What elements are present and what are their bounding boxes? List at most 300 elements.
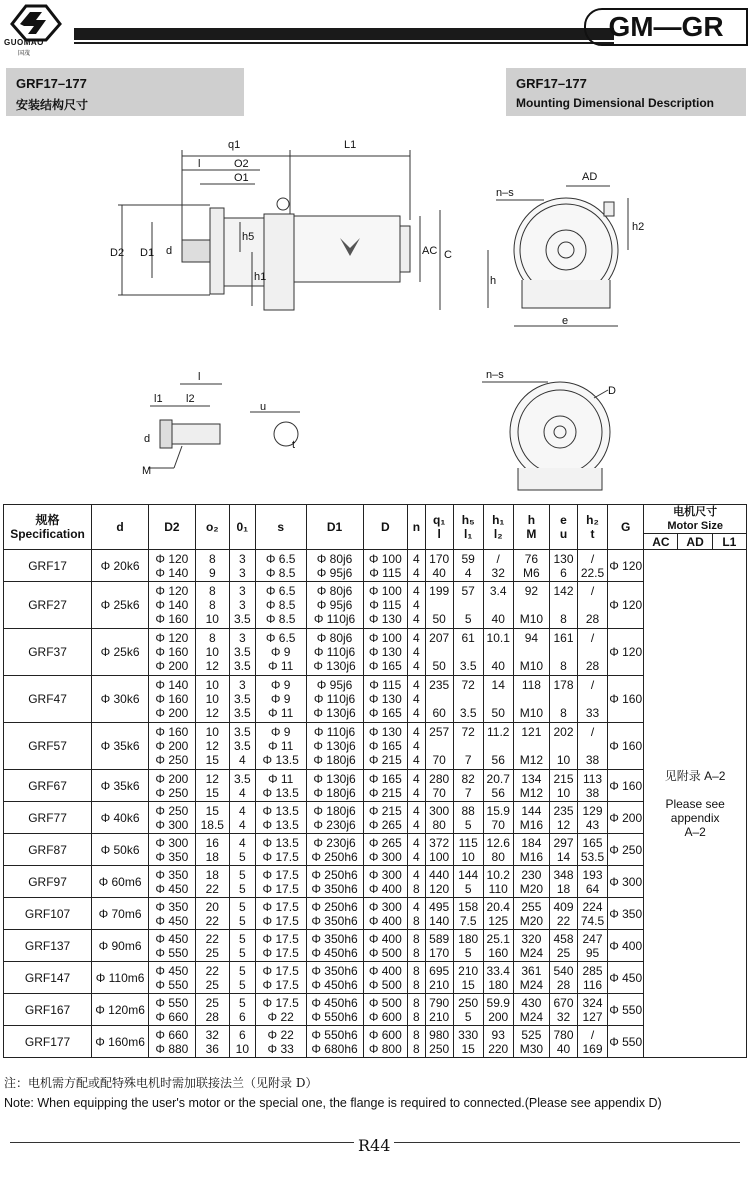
- cell-e: 409 22: [550, 898, 578, 930]
- cell-D1: Φ 130j6 Φ 180j6: [306, 770, 363, 802]
- cell-D: Φ 265 Φ 300: [363, 834, 408, 866]
- cell-s: Φ 22 Φ 33: [255, 1026, 306, 1058]
- cell-D1: Φ 80j6 Φ 95j6: [306, 550, 363, 582]
- label-e: e: [562, 315, 569, 327]
- cell-D: Φ 400 Φ 500: [363, 930, 408, 962]
- cell-h1: 14 50: [483, 676, 513, 723]
- cell-o1: 5 5: [229, 962, 255, 994]
- cell-h5: 59 4: [453, 550, 483, 582]
- flange-view-drawing: [478, 368, 638, 498]
- cell-s: Φ 17.5 Φ 17.5: [255, 930, 306, 962]
- cell-q1: 199 50: [425, 582, 453, 629]
- front-view-drawing: [478, 160, 658, 340]
- table-row: [4, 1026, 747, 1058]
- cell-D1: Φ 95j6 Φ 110j6 Φ 130j6: [306, 676, 363, 723]
- cell-s: Φ 13.5 Φ 17.5: [255, 834, 306, 866]
- cell-D: Φ 115 Φ 130 Φ 165: [363, 676, 408, 723]
- header-q1: q₁ l: [425, 505, 453, 550]
- cell-h5: 61 3.5: [453, 629, 483, 676]
- cell-o1: 6 10: [229, 1026, 255, 1058]
- cell-spec: GRF17: [4, 550, 92, 582]
- label-h2: h2: [632, 221, 645, 233]
- header-n: n: [408, 505, 426, 550]
- cell-D1: Φ 80j6 Φ 95j6 Φ 110j6: [306, 582, 363, 629]
- cell-spec: GRF77: [4, 802, 92, 834]
- cell-s: Φ 6.5 Φ 8.5: [255, 550, 306, 582]
- cell-e: 348 18: [550, 866, 578, 898]
- cell-h5: 72 7: [453, 723, 483, 770]
- cell-n: 4 4: [408, 770, 426, 802]
- cell-D2: Φ 250 Φ 300: [149, 802, 196, 834]
- cell-G: Φ 120: [608, 582, 644, 629]
- table-row: [4, 898, 747, 930]
- label-h1: h1: [254, 271, 267, 283]
- cell-D: Φ 215 Φ 265: [363, 802, 408, 834]
- cell-e: 161 8: [550, 629, 578, 676]
- cell-s: Φ 9 Φ 9 Φ 11: [255, 676, 306, 723]
- cell-e: 202 10: [550, 723, 578, 770]
- cell-n: 4 4 4: [408, 629, 426, 676]
- right-heading-subtitle: Mounting Dimensional Description: [516, 96, 715, 110]
- cell-h: 121 M12: [513, 723, 549, 770]
- cell-h2: / 33: [577, 676, 607, 723]
- cell-e: 235 12: [550, 802, 578, 834]
- label-M: M: [142, 465, 152, 477]
- cell-spec: GRF37: [4, 629, 92, 676]
- cell-G: Φ 550: [608, 1026, 644, 1058]
- header-bar: [74, 28, 614, 40]
- cell-o1: 4 5: [229, 834, 255, 866]
- cell-h: 255 M20: [513, 898, 549, 930]
- header-D1: D1: [306, 505, 363, 550]
- cell-D1: Φ 230j6 Φ 250h6: [306, 834, 363, 866]
- cell-h2: / 28: [577, 582, 607, 629]
- cell-q1: 790 210: [425, 994, 453, 1026]
- cell-o2: 32 36: [195, 1026, 229, 1058]
- cell-o1: 5 6: [229, 994, 255, 1026]
- cell-h2: 224 74.5: [577, 898, 607, 930]
- cell-h: 525 M30: [513, 1026, 549, 1058]
- cell-h5: 250 5: [453, 994, 483, 1026]
- label-shaft-d: d: [144, 433, 151, 445]
- table-row: [4, 930, 747, 962]
- table-row: [4, 770, 747, 802]
- cell-h2: 324 127: [577, 994, 607, 1026]
- motor-size-note: 见附录 A–2 Please see appendix A–2: [644, 550, 747, 1058]
- cell-o1: 5 5: [229, 898, 255, 930]
- side-view-drawing: [100, 130, 460, 340]
- cell-D2: Φ 350 Φ 450: [149, 866, 196, 898]
- cell-D2: Φ 300 Φ 350: [149, 834, 196, 866]
- cell-n: 4 8: [408, 866, 426, 898]
- cell-d: Φ 35k6: [92, 723, 149, 770]
- cell-h: 94 M10: [513, 629, 549, 676]
- cell-G: Φ 300: [608, 866, 644, 898]
- cell-D: Φ 100 Φ 130 Φ 165: [363, 629, 408, 676]
- cell-h: 118 M10: [513, 676, 549, 723]
- label-l1: l1: [154, 393, 163, 405]
- label-flange-ns: n–s: [486, 369, 504, 381]
- cell-s: Φ 17.5 Φ 22: [255, 994, 306, 1026]
- cell-n: 4 4: [408, 802, 426, 834]
- cell-n: 4 4 4: [408, 723, 426, 770]
- cell-d: Φ 60m6: [92, 866, 149, 898]
- cell-o2: 10 12 15: [195, 723, 229, 770]
- cell-o1: 5 5: [229, 866, 255, 898]
- cell-D2: Φ 120 Φ 160 Φ 200: [149, 629, 196, 676]
- cell-h: 144 M16: [513, 802, 549, 834]
- cell-h2: 285 116: [577, 962, 607, 994]
- cell-q1: 300 80: [425, 802, 453, 834]
- label-u: u: [260, 401, 267, 413]
- cell-s: Φ 6.5 Φ 8.5 Φ 8.5: [255, 582, 306, 629]
- cell-e: 215 10: [550, 770, 578, 802]
- label-t: t: [292, 439, 296, 451]
- cell-h5: 144 5: [453, 866, 483, 898]
- series-badge: GM—GR: [584, 8, 748, 46]
- cell-h: 361 M24: [513, 962, 549, 994]
- cell-s: Φ 17.5 Φ 17.5: [255, 962, 306, 994]
- cell-e: 540 28: [550, 962, 578, 994]
- cell-spec: GRF107: [4, 898, 92, 930]
- cell-o2: 8 9: [195, 550, 229, 582]
- cell-h1: 25.1 160: [483, 930, 513, 962]
- cell-D1: Φ 350h6 Φ 450h6: [306, 930, 363, 962]
- left-heading-subtitle: 安装结构尺寸: [16, 98, 89, 112]
- label-shaft-l: l: [198, 371, 201, 383]
- table-row: [4, 723, 747, 770]
- cell-h5: 158 7.5: [453, 898, 483, 930]
- cell-e: 780 40: [550, 1026, 578, 1058]
- cell-n: 8 8: [408, 994, 426, 1026]
- cell-D: Φ 130 Φ 165 Φ 215: [363, 723, 408, 770]
- label-D1: D1: [140, 247, 155, 259]
- cell-h1: 15.9 70: [483, 802, 513, 834]
- cell-e: 130 6: [550, 550, 578, 582]
- cell-D2: Φ 160 Φ 200 Φ 250: [149, 723, 196, 770]
- table-row: [4, 676, 747, 723]
- cell-h: 430 M24: [513, 994, 549, 1026]
- cell-D2: Φ 550 Φ 660: [149, 994, 196, 1026]
- cell-D: Φ 100 Φ 115: [363, 550, 408, 582]
- table-row: [4, 994, 747, 1026]
- cell-q1: 207 50: [425, 629, 453, 676]
- cell-G: Φ 550: [608, 994, 644, 1026]
- cell-h2: 193 64: [577, 866, 607, 898]
- cell-h1: / 32: [483, 550, 513, 582]
- table-row: [4, 802, 747, 834]
- cell-d: Φ 25k6: [92, 582, 149, 629]
- cell-n: 4 4 4: [408, 676, 426, 723]
- left-heading-title: GRF17–177: [16, 76, 87, 91]
- cell-spec: GRF137: [4, 930, 92, 962]
- cell-D2: Φ 120 Φ 140 Φ 160: [149, 582, 196, 629]
- cell-spec: GRF97: [4, 866, 92, 898]
- cell-G: Φ 120: [608, 550, 644, 582]
- header-D: D: [363, 505, 408, 550]
- cell-spec: GRF87: [4, 834, 92, 866]
- cell-G: Φ 400: [608, 930, 644, 962]
- cell-h5: 330 15: [453, 1026, 483, 1058]
- header-D2: D2: [149, 505, 196, 550]
- cell-s: Φ 9 Φ 11 Φ 13.5: [255, 723, 306, 770]
- cell-h2: 113 38: [577, 770, 607, 802]
- cell-d: Φ 20k6: [92, 550, 149, 582]
- label-O2: O2: [234, 158, 249, 170]
- header-AC: AC: [644, 534, 678, 550]
- cell-D: Φ 600 Φ 800: [363, 1026, 408, 1058]
- cell-D: Φ 165 Φ 215: [363, 770, 408, 802]
- left-heading: [6, 68, 244, 116]
- brand-chinese: 国茂: [18, 51, 31, 57]
- cell-o2: 18 22: [195, 866, 229, 898]
- cell-spec: GRF177: [4, 1026, 92, 1058]
- cell-spec: GRF67: [4, 770, 92, 802]
- cell-G: Φ 160: [608, 770, 644, 802]
- header-rule: [74, 42, 614, 44]
- cell-h2: 165 53.5: [577, 834, 607, 866]
- cell-s: Φ 13.5 Φ 13.5: [255, 802, 306, 834]
- table-row: [4, 834, 747, 866]
- cell-D: Φ 400 Φ 500: [363, 962, 408, 994]
- cell-h1: 11.2 56: [483, 723, 513, 770]
- label-h: h: [490, 275, 497, 287]
- cell-q1: 440 120: [425, 866, 453, 898]
- cell-h1: 20.7 56: [483, 770, 513, 802]
- cell-o2: 15 18.5: [195, 802, 229, 834]
- cell-h2: 129 43: [577, 802, 607, 834]
- cell-o1: 3.5 3.5 4: [229, 723, 255, 770]
- cell-o1: 3 3.5 3.5: [229, 629, 255, 676]
- note-english: Note: When equipping the user's motor or the special one, the flange is required to connected.(Please see appendix D): [4, 1096, 662, 1110]
- note-chinese: 注：电机需方配或配特殊电机时需加联接法兰（见附录 D）: [4, 1076, 318, 1090]
- cell-D1: Φ 180j6 Φ 230j6: [306, 802, 363, 834]
- cell-h1: 33.4 180: [483, 962, 513, 994]
- cell-q1: 495 140: [425, 898, 453, 930]
- dimension-table: [3, 504, 747, 1058]
- header-spec: 规格 Specification: [4, 505, 92, 550]
- cell-D2: Φ 660 Φ 880: [149, 1026, 196, 1058]
- header-d: d: [92, 505, 149, 550]
- cell-h2: / 22.5: [577, 550, 607, 582]
- cell-h1: 10.2 110: [483, 866, 513, 898]
- cell-h5: 88 5: [453, 802, 483, 834]
- cell-o2: 12 15: [195, 770, 229, 802]
- cell-s: Φ 6.5 Φ 9 Φ 11: [255, 629, 306, 676]
- cell-d: Φ 50k6: [92, 834, 149, 866]
- cell-o2: 10 10 12: [195, 676, 229, 723]
- cell-G: Φ 450: [608, 962, 644, 994]
- cell-h2: / 38: [577, 723, 607, 770]
- cell-q1: 235 60: [425, 676, 453, 723]
- cell-q1: 372 100: [425, 834, 453, 866]
- label-C: C: [444, 249, 452, 261]
- cell-G: Φ 250: [608, 834, 644, 866]
- cell-h: 230 M20: [513, 866, 549, 898]
- cell-o2: 22 25: [195, 930, 229, 962]
- cell-h1: 59.9 200: [483, 994, 513, 1026]
- cell-h2: / 169: [577, 1026, 607, 1058]
- cell-h1: 3.4 40: [483, 582, 513, 629]
- cell-D2: Φ 350 Φ 450: [149, 898, 196, 930]
- header-G: G: [608, 505, 644, 550]
- cell-d: Φ 25k6: [92, 629, 149, 676]
- cell-h: 184 M16: [513, 834, 549, 866]
- cell-e: 458 25: [550, 930, 578, 962]
- cell-d: Φ 90m6: [92, 930, 149, 962]
- header-AD: AD: [678, 534, 712, 550]
- cell-G: Φ 160: [608, 723, 644, 770]
- table-row: [4, 629, 747, 676]
- header-h2: h₂ t: [577, 505, 607, 550]
- label-q1: q1: [228, 139, 241, 151]
- cell-h2: 247 95: [577, 930, 607, 962]
- label-d: d: [166, 245, 173, 257]
- cell-d: Φ 120m6: [92, 994, 149, 1026]
- cell-n: 8 8: [408, 1026, 426, 1058]
- cell-e: 297 14: [550, 834, 578, 866]
- cell-s: Φ 11 Φ 13.5: [255, 770, 306, 802]
- cell-D1: Φ 550h6 Φ 680h6: [306, 1026, 363, 1058]
- cell-n: 4 8: [408, 898, 426, 930]
- table-body: [4, 550, 747, 1058]
- cell-D1: Φ 450h6 Φ 550h6: [306, 994, 363, 1026]
- table-row: [4, 582, 747, 629]
- cell-o2: 16 18: [195, 834, 229, 866]
- cell-h1: 93 220: [483, 1026, 513, 1058]
- label-O1: O1: [234, 172, 249, 184]
- cell-q1: 280 70: [425, 770, 453, 802]
- right-heading-title: GRF17–177: [516, 76, 587, 91]
- cell-n: 4 4 4: [408, 582, 426, 629]
- label-l2: l2: [186, 393, 195, 405]
- header-s: s: [255, 505, 306, 550]
- cell-o2: 8 8 10: [195, 582, 229, 629]
- page-number: R44: [354, 1136, 394, 1155]
- cell-h1: 20.4 125: [483, 898, 513, 930]
- cell-n: 8 8: [408, 930, 426, 962]
- cell-o1: 3 3 3.5: [229, 582, 255, 629]
- cell-o2: 25 28: [195, 994, 229, 1026]
- cell-h1: 10.1 40: [483, 629, 513, 676]
- cell-o1: 4 4: [229, 802, 255, 834]
- cell-spec: GRF47: [4, 676, 92, 723]
- cell-q1: 170 40: [425, 550, 453, 582]
- cell-d: Φ 30k6: [92, 676, 149, 723]
- cell-d: Φ 110m6: [92, 962, 149, 994]
- label-ns: n–s: [496, 187, 514, 199]
- cell-h: 92 M10: [513, 582, 549, 629]
- cell-h2: / 28: [577, 629, 607, 676]
- cell-o1: 3 3: [229, 550, 255, 582]
- cell-G: Φ 160: [608, 676, 644, 723]
- cell-D1: Φ 110j6 Φ 130j6 Φ 180j6: [306, 723, 363, 770]
- header-h5: h₅ l₁: [453, 505, 483, 550]
- cell-e: 670 32: [550, 994, 578, 1026]
- header-L1: L1: [712, 534, 746, 550]
- cell-h: 320 M24: [513, 930, 549, 962]
- cell-s: Φ 17.5 Φ 17.5: [255, 866, 306, 898]
- cell-d: Φ 70m6: [92, 898, 149, 930]
- cell-G: Φ 350: [608, 898, 644, 930]
- cell-D2: Φ 450 Φ 550: [149, 962, 196, 994]
- cell-spec: GRF147: [4, 962, 92, 994]
- cell-G: Φ 120: [608, 629, 644, 676]
- cell-h: 76 M6: [513, 550, 549, 582]
- cell-D2: Φ 200 Φ 250: [149, 770, 196, 802]
- shaft-detail-drawing: [130, 370, 330, 485]
- cell-spec: GRF57: [4, 723, 92, 770]
- brand-name: GUOMAO: [4, 38, 44, 47]
- cell-d: Φ 40k6: [92, 802, 149, 834]
- label-AC: AC: [422, 245, 438, 257]
- header-e: e u: [550, 505, 578, 550]
- right-heading: [506, 68, 746, 116]
- label-flange-D: D: [608, 385, 616, 397]
- cell-e: 142 8: [550, 582, 578, 629]
- cell-h1: 12.6 80: [483, 834, 513, 866]
- cell-n: 4 4: [408, 834, 426, 866]
- cell-h5: 57 5: [453, 582, 483, 629]
- cell-o1: 3 3.5 3.5: [229, 676, 255, 723]
- header-h1: h₁ l₂: [483, 505, 513, 550]
- cell-o1: 3.5 4: [229, 770, 255, 802]
- cell-d: Φ 160m6: [92, 1026, 149, 1058]
- cell-n: 4 4: [408, 550, 426, 582]
- cell-q1: 980 250: [425, 1026, 453, 1058]
- cell-D: Φ 500 Φ 600: [363, 994, 408, 1026]
- cell-s: Φ 17.5 Φ 17.5: [255, 898, 306, 930]
- cell-h: 134 M12: [513, 770, 549, 802]
- cell-D1: Φ 350h6 Φ 450h6: [306, 962, 363, 994]
- cell-h5: 72 3.5: [453, 676, 483, 723]
- cell-o2: 22 25: [195, 962, 229, 994]
- cell-D1: Φ 250h6 Φ 350h6: [306, 866, 363, 898]
- cell-h5: 180 5: [453, 930, 483, 962]
- cell-d: Φ 35k6: [92, 770, 149, 802]
- table-row: [4, 550, 747, 582]
- cell-D1: Φ 80j6 Φ 110j6 Φ 130j6: [306, 629, 363, 676]
- cell-D: Φ 100 Φ 115 Φ 130: [363, 582, 408, 629]
- cell-D2: Φ 450 Φ 550: [149, 930, 196, 962]
- label-D2: D2: [110, 247, 125, 259]
- cell-spec: GRF27: [4, 582, 92, 629]
- cell-o1: 5 5: [229, 930, 255, 962]
- cell-o2: 20 22: [195, 898, 229, 930]
- cell-o2: 8 10 12: [195, 629, 229, 676]
- cell-D1: Φ 250h6 Φ 350h6: [306, 898, 363, 930]
- table-row: [4, 962, 747, 994]
- cell-e: 178 8: [550, 676, 578, 723]
- header-motor-size: 电机尺寸 Motor Size: [644, 505, 747, 534]
- cell-q1: 589 170: [425, 930, 453, 962]
- cell-D: Φ 300 Φ 400: [363, 866, 408, 898]
- cell-q1: 695 210: [425, 962, 453, 994]
- label-L1: L1: [344, 139, 357, 151]
- label-l: l: [198, 158, 201, 170]
- label-h5: h5: [242, 231, 255, 243]
- cell-q1: 257 70: [425, 723, 453, 770]
- header-o1: 0₁: [229, 505, 255, 550]
- cell-h5: 210 15: [453, 962, 483, 994]
- cell-D2: Φ 140 Φ 160 Φ 200: [149, 676, 196, 723]
- cell-spec: GRF167: [4, 994, 92, 1026]
- table-row: [4, 866, 747, 898]
- cell-h5: 115 10: [453, 834, 483, 866]
- cell-G: Φ 200: [608, 802, 644, 834]
- header-o2: o₂: [195, 505, 229, 550]
- cell-D: Φ 300 Φ 400: [363, 898, 408, 930]
